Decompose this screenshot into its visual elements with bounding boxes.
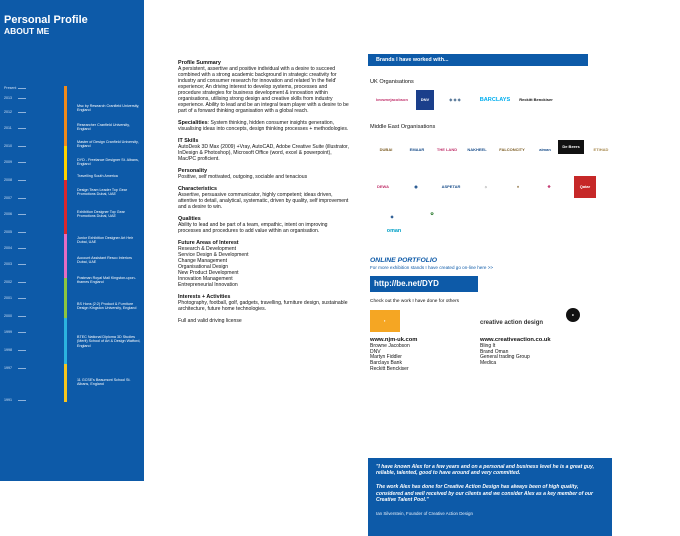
testimonial-author: Ian Silverstein, Founder of Creative Action Design [376, 511, 473, 517]
year-label: 2013 [4, 96, 12, 100]
timeline-event: Postman Royal Mail Kingston-upon-thames England [77, 276, 136, 285]
page-title: Personal Profile [4, 14, 88, 26]
year-label: 2003 [4, 262, 12, 266]
qualities-heading: Qualities [178, 216, 201, 222]
logo-icon: ◐ [370, 310, 400, 332]
list-item: Service Design & Development [178, 252, 249, 258]
future-interests-list [178, 246, 350, 288]
timeline-bar-segment [64, 234, 67, 278]
timeline-bar-segment [64, 180, 67, 234]
timeline-event: Travelling South America [77, 174, 118, 178]
logo-dubai: DUBAI [379, 146, 393, 152]
characteristics-text: Assertive, persuasive communicator, highly competent; ideas driven, attentive to detail, analytical, systematic, driven by quality, self improvement and a desire to win. [178, 192, 349, 210]
year-label: Present [4, 86, 17, 90]
logo-icon: ◉ [414, 183, 418, 189]
portfolio-subtext: For more exhibition stands I have created go on-line here >> [370, 265, 494, 270]
it-skills-heading: IT Skills [178, 138, 199, 144]
personality-heading: Personality [178, 168, 208, 174]
timeline-event: BS Hons (2:2) Product & Furniture Design Kingston University, England [77, 302, 137, 311]
logo-etihad: ETIHAD [593, 146, 609, 152]
list-item: Medica [480, 360, 497, 367]
logo-reckitt-benckiser: Reckitt Benckiser [519, 96, 553, 102]
logo-icon: ◈ [390, 213, 394, 219]
page-subtitle: ABOUT ME [4, 26, 50, 36]
portfolio-link[interactable]: http://be.net/DYD [370, 276, 478, 292]
timeline-event: Master of Design Cranfield University, England [77, 140, 139, 149]
logo-icon: ❖ [547, 183, 551, 189]
summary-heading: Profile Summary [178, 60, 221, 66]
logo-nakheel: NAKHEEL [467, 146, 487, 152]
testimonial-box [368, 458, 612, 536]
summary-text: A persistent, assertive and positive individual with a desire to succeed combined with a strong academic background in strategic creativity for industry and consumer research for innovation and related 'in the field' experience; An driving interest to develop systems, processes and procedure strategies for business development & innovation within organisations, utilising strong design and creative skills from industry experience. Ability to lead and be an integral team player with a desire to be part of a forward thinking organisation with a global reach. [178, 66, 349, 114]
work-text: Check out the work I have done for others [370, 299, 460, 304]
logo-barclays: BARCLAYS [479, 96, 511, 103]
year-label: 1991 [4, 398, 12, 402]
timeline-event: BTEC National Diploma 3D Studies (Merit) School of Art & Design Watford, England [77, 335, 141, 348]
logo-dnv: DNV [416, 90, 434, 110]
timeline-bar-segment [64, 86, 67, 146]
driving-licence: Full and valid driving license [178, 318, 242, 324]
year-label: 2011 [4, 126, 12, 130]
logo-oman: oman [386, 227, 402, 234]
logo-brownejacobson: brownejacobson [376, 96, 408, 102]
specialities-label: Specialities [178, 120, 208, 126]
logo-de-beers: De Beers [558, 140, 584, 154]
list-item: General trading Group [480, 354, 530, 361]
list-item: Research & Development [178, 246, 237, 252]
logo-aspetar: ASPETAR [441, 183, 461, 189]
njm-link[interactable]: www.njm-uk.com [370, 337, 418, 343]
year-label: 1998 [4, 348, 12, 352]
specialities-text: : System thinking, hidden consumer insights generation, visualising ideas into concepts, design thinking processes + methodologies. [178, 120, 349, 132]
list-item: Entrepreneurial Innovation [178, 282, 238, 288]
list-item: Change Management [178, 258, 227, 264]
year-label: 2005 [4, 230, 12, 234]
year-label: 2006 [4, 212, 12, 216]
timeline-bar-segment [64, 146, 67, 180]
timeline-event: Researcher Cranfield University, England [77, 123, 130, 132]
year-label: 2009 [4, 160, 12, 164]
timeline-bar-segment [64, 364, 67, 402]
interests-heading: Interests + Activities [178, 294, 231, 300]
it-skills-text: AutoDesk 3D Max (2009) +Vray, AutoCAD, Adobe Creative Suite (illustrator, InDesign & Photoshop), Microsoft Office (word, excel & powerpoint), Mac/PC proficient. [178, 144, 349, 162]
middle-east-heading: Middle East Organisations [370, 124, 436, 130]
list-item: Organisational Design [178, 264, 229, 270]
list-item: Martyn Fiddler [370, 354, 402, 361]
timeline [0, 86, 144, 406]
timeline-event: Design Team Leader Top Gear Promotions Dubai, UAE [77, 188, 128, 197]
year-label: 2008 [4, 178, 12, 182]
qualities-text: Ability to lead and be part of a team, empathic, intent on improving processes and procedures to add value within an organisation. [178, 222, 328, 234]
timeline-event: DYD - Freelance Designer St. Albans, England [77, 158, 139, 167]
year-label: 2007 [4, 196, 12, 200]
logo-icon: ♦ [516, 183, 520, 189]
logo-emaar: EMAAR [409, 146, 425, 152]
timeline-event: 11 GCSE's Beaumont School St. Albans, England [77, 378, 131, 387]
logo-icon: ☼ [484, 183, 488, 189]
logo-aiman: aiman [539, 146, 551, 152]
logo-falconcity: FALCONCITY [499, 146, 525, 152]
timeline-event: Account Assistant Resco Interiors Dubai, UAE [77, 256, 132, 265]
logo-dewa: DEWA [377, 183, 389, 189]
logo-creative-action-design: creative action design [480, 319, 544, 326]
logo-the-land: THE LAND [436, 146, 458, 152]
logo-qatar: Qatar [574, 176, 596, 198]
list-item: Innovation Management [178, 276, 233, 282]
logo-icon: ✿ [430, 210, 434, 216]
timeline-bar-segment [64, 318, 67, 364]
year-label: 2002 [4, 280, 12, 284]
specialities [178, 120, 350, 132]
characteristics-heading: Characteristics [178, 186, 217, 192]
year-label: 2004 [4, 246, 12, 250]
list-item: Barclays Bank [370, 360, 402, 367]
year-label: 2001 [4, 296, 12, 300]
year-label: 2000 [4, 314, 12, 318]
year-label: 1997 [4, 366, 12, 370]
list-item: DNV [370, 348, 381, 355]
creativeaction-link[interactable]: www.creativeaction.co.uk [480, 337, 551, 343]
testimonial-paragraph: "I have known Alex for a few years and on a personal and business level he is a great guy, reliable, talented, good to have around and very committed. [376, 464, 595, 477]
interests-text: Photography, football, golf, gadgets, travelling, furniture design, sustainable architecture, future home technologies. [178, 300, 348, 312]
year-label: 1999 [4, 330, 12, 334]
list-item: New Product Development [178, 270, 239, 276]
personality-text: Positive, self motivated, outgoing, sociable and tenacious [178, 174, 308, 180]
list-item: Brand Oman [480, 348, 509, 355]
future-interests-heading: Future Areas of Interest [178, 240, 239, 246]
logo-icon: ◆ ◆ ◆ [449, 96, 461, 102]
timeline-event: Msc by Research Cranfield University, England [77, 104, 140, 113]
uk-heading: UK Organisations [370, 79, 414, 85]
year-label: 2010 [4, 144, 12, 148]
list-item: Browne Jacobson [370, 342, 410, 349]
list-item: Bling It [480, 342, 496, 349]
cad-client-list [480, 338, 551, 367]
year-label: 2012 [4, 110, 12, 114]
profile-summary [178, 60, 350, 330]
njm-client-list [370, 338, 417, 373]
brands-banner: Brands I have worked with... [368, 54, 588, 66]
profile-sidebar [0, 0, 144, 481]
timeline-event: Junior Exhibition Designer Art Heir Dubai, UAE [77, 236, 134, 245]
testimonial-paragraph: The work Alex has done for Creative Action Design has always been of high quality, considered and well received by our clients and we consider Alex as a key member of our Creative Talent Pool." [376, 484, 593, 503]
timeline-bar-segment [64, 278, 67, 318]
logo-icon: c [566, 308, 580, 322]
timeline-event: Exhibition Designer Top Gear Promotions Dubai, UAE [77, 210, 125, 219]
list-item: Reckitt Benckiser [370, 365, 409, 372]
portfolio-heading: ONLINE PORTFOLIO [370, 257, 438, 264]
